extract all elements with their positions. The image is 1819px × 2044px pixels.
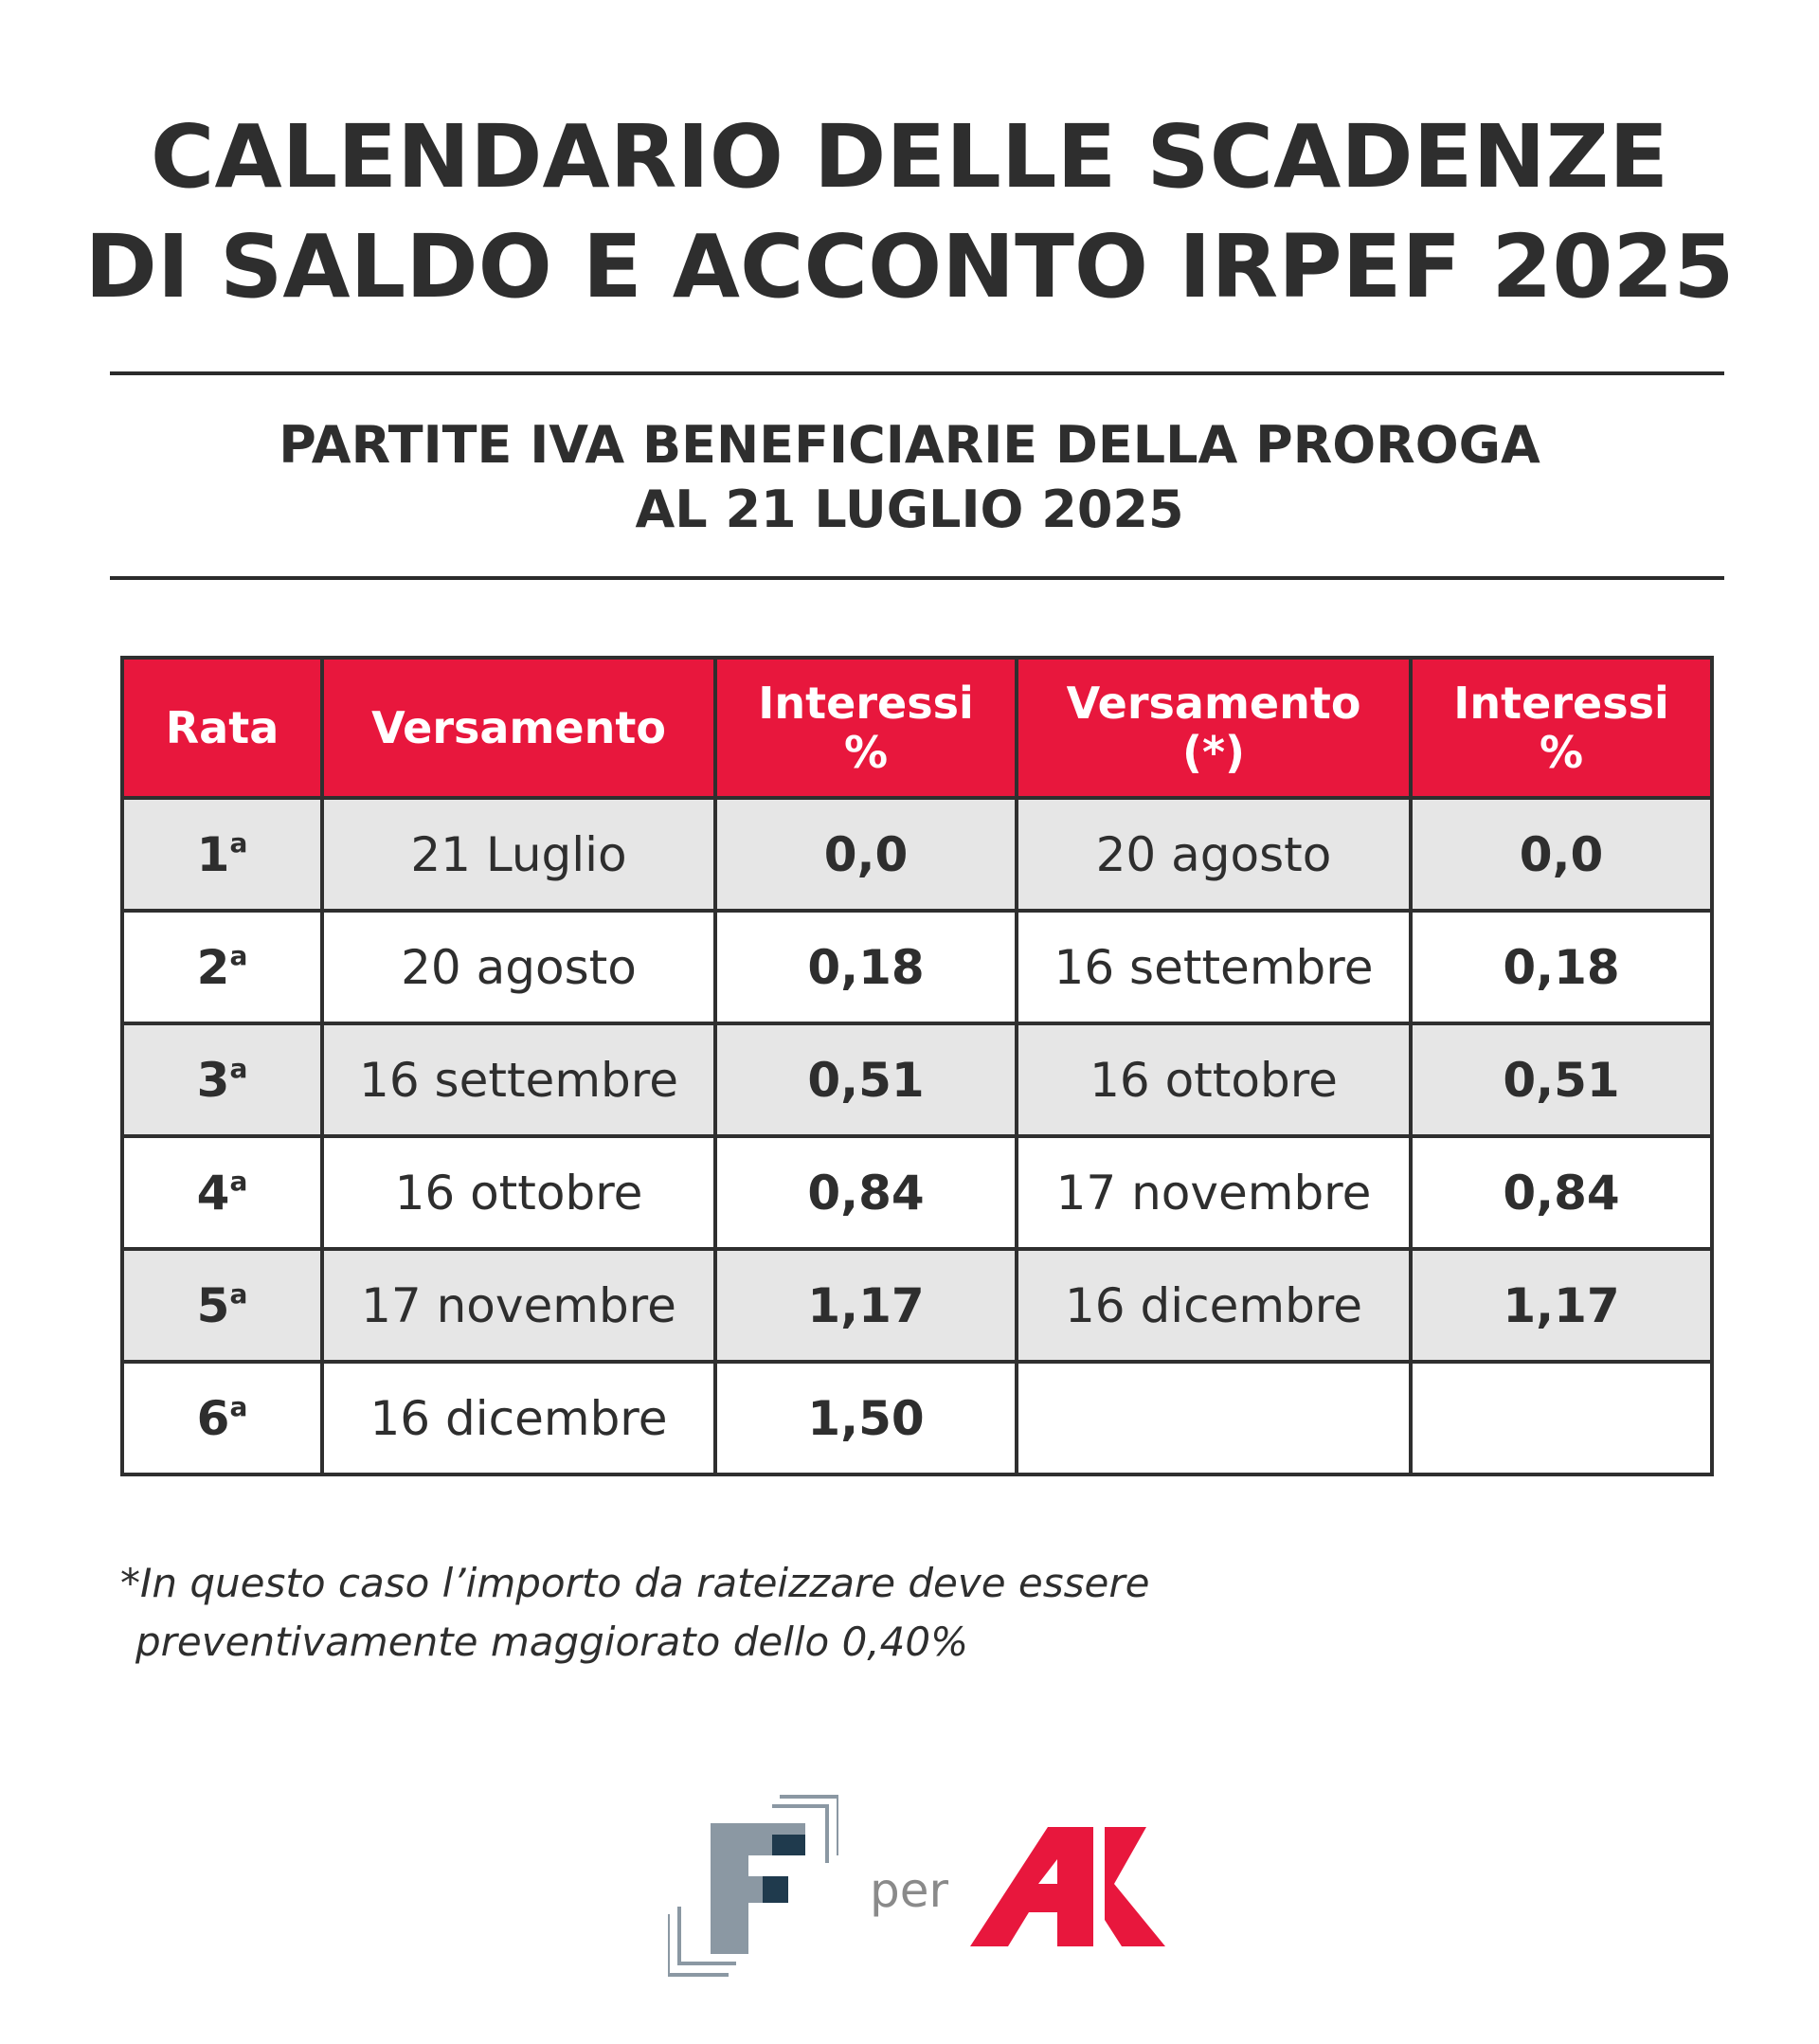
cell-versamento: 16 dicembre <box>322 1362 715 1474</box>
table-row <box>122 911 1712 1023</box>
header-interessi-line-1: Interessi <box>758 678 974 729</box>
page-subtitle-line-1: PARTITE IVA BENEFICIARIE DELLA PROROGA <box>279 415 1540 475</box>
table-row <box>122 1362 1712 1474</box>
rata-number: 3 <box>196 1052 230 1108</box>
cell-rata <box>122 1249 322 1362</box>
cell-interessi-2: 0,18 <box>1411 911 1712 1023</box>
page-title-line-1: CALENDARIO DELLE SCADENZE <box>150 106 1669 208</box>
ak-logo-icon <box>970 1825 1165 1948</box>
cell-interessi-2 <box>1411 1362 1712 1474</box>
rata-number: 1 <box>196 826 230 882</box>
table-row <box>122 1136 1712 1249</box>
cell-versamento-2: 20 agosto <box>1017 798 1411 911</box>
page-subtitle <box>0 413 1819 542</box>
rata-ordinal: a <box>229 939 248 971</box>
cell-interessi: 0,51 <box>715 1023 1017 1136</box>
header-interessi-2-line-2: % <box>1539 727 1584 778</box>
footnote <box>120 1554 1149 1672</box>
cell-rata <box>122 1362 322 1474</box>
rata-number: 2 <box>196 939 230 995</box>
cell-versamento-2: 16 ottobre <box>1017 1023 1411 1136</box>
header-interessi-line-2: % <box>843 727 889 778</box>
rata-number: 4 <box>196 1165 230 1221</box>
cell-rata <box>122 1136 322 1249</box>
header-versamento-asterisk <box>1017 658 1411 798</box>
table-header-row <box>122 658 1712 798</box>
cell-interessi-2: 0,51 <box>1411 1023 1712 1136</box>
rata-ordinal: a <box>229 826 248 859</box>
f-logo-icon <box>668 1789 838 1979</box>
header-interessi-2-line-1: Interessi <box>1453 678 1669 729</box>
cell-interessi-2: 0,84 <box>1411 1136 1712 1249</box>
schedule-table <box>120 656 1714 1476</box>
rata-ordinal: a <box>229 1052 248 1084</box>
table-row <box>122 1249 1712 1362</box>
header-interessi-2 <box>1411 658 1712 798</box>
cell-versamento: 16 settembre <box>322 1023 715 1136</box>
top-divider <box>110 371 1724 375</box>
cell-rata <box>122 911 322 1023</box>
header-versamento-asterisk-line-2: (*) <box>1181 727 1246 778</box>
header-rata: Rata <box>122 658 322 798</box>
connector-text: per <box>870 1863 949 1918</box>
cell-versamento-2: 17 novembre <box>1017 1136 1411 1249</box>
rata-ordinal: a <box>229 1165 248 1197</box>
cell-versamento: 17 novembre <box>322 1249 715 1362</box>
bottom-divider <box>110 576 1724 580</box>
cell-interessi-2: 0,0 <box>1411 798 1712 911</box>
cell-interessi: 1,50 <box>715 1362 1017 1474</box>
cell-interessi: 0,0 <box>715 798 1017 911</box>
header-versamento-asterisk-line-1: Versamento <box>1066 678 1361 729</box>
rata-ordinal: a <box>229 1390 248 1422</box>
cell-rata <box>122 1023 322 1136</box>
cell-versamento: 21 Luglio <box>322 798 715 911</box>
cell-versamento-2: 16 settembre <box>1017 911 1411 1023</box>
page-subtitle-line-2: AL 21 LUGLIO 2025 <box>635 479 1184 539</box>
cell-versamento-2: 16 dicembre <box>1017 1249 1411 1362</box>
table-row <box>122 1023 1712 1136</box>
footnote-line-1: *In questo caso l’importo da rateizzare deve essere <box>120 1560 1150 1606</box>
rata-number: 6 <box>196 1390 230 1446</box>
cell-versamento: 16 ottobre <box>322 1136 715 1249</box>
footnote-line-2: preventivamente maggiorato dello 0,40% <box>135 1619 969 1665</box>
cell-rata <box>122 798 322 911</box>
rata-ordinal: a <box>229 1277 248 1310</box>
cell-interessi: 0,18 <box>715 911 1017 1023</box>
table-row <box>122 798 1712 911</box>
rata-number: 5 <box>196 1277 230 1333</box>
cell-versamento-2 <box>1017 1362 1411 1474</box>
page-title <box>0 102 1819 322</box>
cell-interessi: 1,17 <box>715 1249 1017 1362</box>
cell-interessi-2: 1,17 <box>1411 1249 1712 1362</box>
cell-interessi: 0,84 <box>715 1136 1017 1249</box>
header-interessi <box>715 658 1017 798</box>
cell-versamento: 20 agosto <box>322 911 715 1023</box>
header-versamento: Versamento <box>322 658 715 798</box>
page-title-line-2: DI SALDO E ACCONTO IRPEF 2025 <box>84 216 1735 317</box>
